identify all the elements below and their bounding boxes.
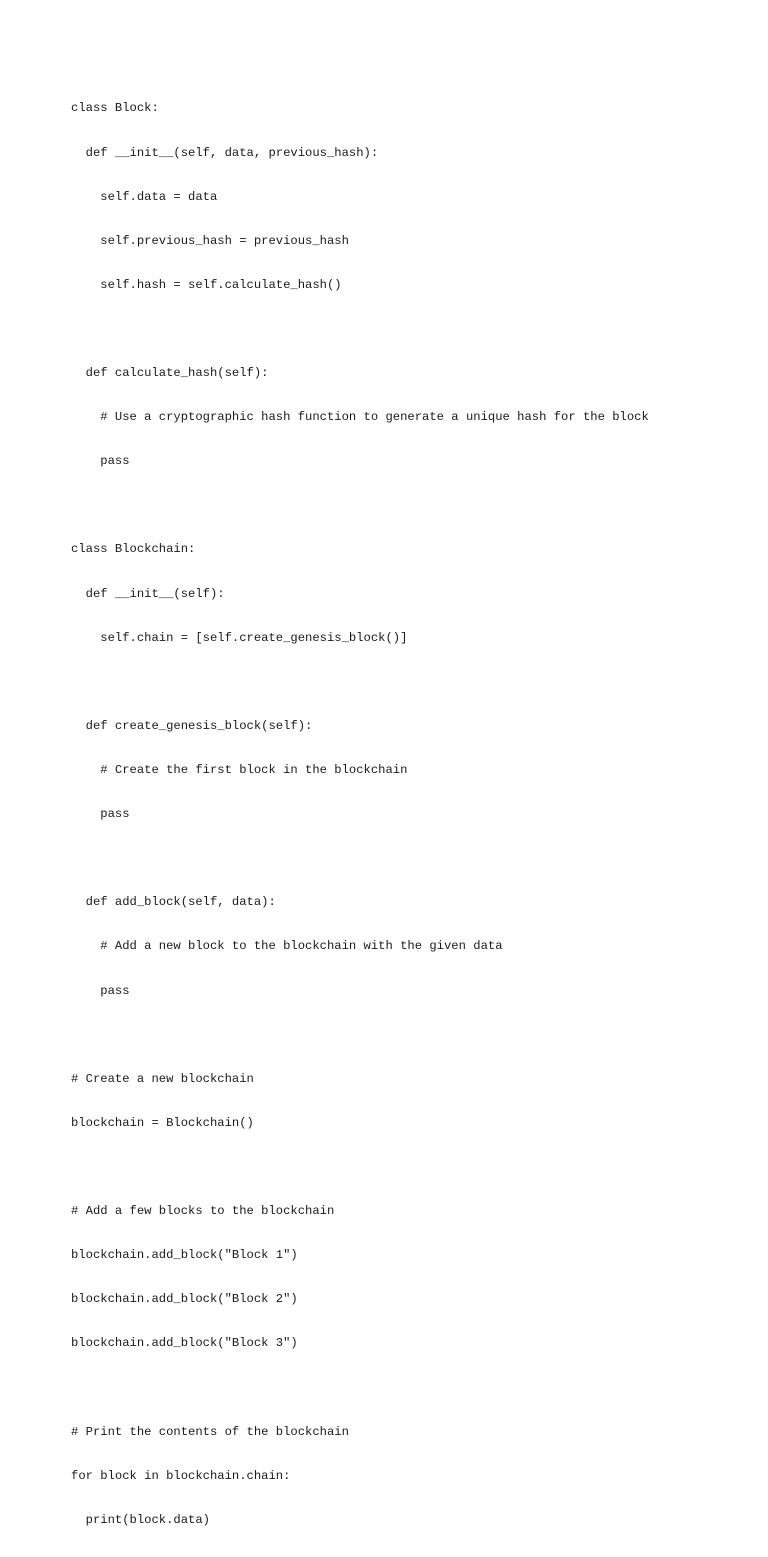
comment-line: # Add a new block to the blockchain with the given data <box>71 939 503 954</box>
blank-line <box>71 675 649 690</box>
blank-line <box>71 851 649 866</box>
code-line: def calculate_hash(self): <box>71 366 269 381</box>
code-block <box>71 72 649 1557</box>
code-line: def __init__(self): <box>71 586 225 601</box>
code-line: blockchain.add_block("Block 3") <box>71 1336 298 1351</box>
code-line: pass <box>71 454 130 469</box>
code-line: blockchain.add_block("Block 1") <box>71 1248 298 1263</box>
code-line: pass <box>71 983 130 998</box>
blank-line <box>71 322 649 337</box>
comment-line: # Add a few blocks to the blockchain <box>71 1204 335 1219</box>
code-line: def create_genesis_block(self): <box>71 718 313 733</box>
code-line: self.hash = self.calculate_hash() <box>71 277 342 292</box>
code-line: self.chain = [self.create_genesis_block()] <box>71 630 408 645</box>
comment-line: # Use a cryptographic hash function to generate a unique hash for the block <box>71 410 649 425</box>
code-line: self.previous_hash = previous_hash <box>71 233 349 248</box>
blank-line <box>71 498 649 513</box>
comment-line: # Create a new blockchain <box>71 1071 254 1086</box>
code-line: def __init__(self, data, previous_hash): <box>71 145 379 160</box>
code-line: class Block: <box>71 101 159 116</box>
code-line: pass <box>71 807 130 822</box>
code-line: print(block.data) <box>71 1512 210 1527</box>
code-line: blockchain = Blockchain() <box>71 1115 254 1130</box>
comment-line: # Create the first block in the blockchain <box>71 763 408 777</box>
blank-line <box>71 1028 649 1043</box>
blank-line <box>71 1380 649 1395</box>
code-line: for block in blockchain.chain: <box>71 1468 291 1483</box>
code-line: self.data = data <box>71 189 218 204</box>
blank-line <box>71 1160 649 1175</box>
comment-line: # Print the contents of the blockchain <box>71 1424 349 1439</box>
code-line: blockchain.add_block("Block 2") <box>71 1292 298 1307</box>
code-line: class Blockchain: <box>71 542 196 557</box>
code-line: def add_block(self, data): <box>71 895 276 910</box>
